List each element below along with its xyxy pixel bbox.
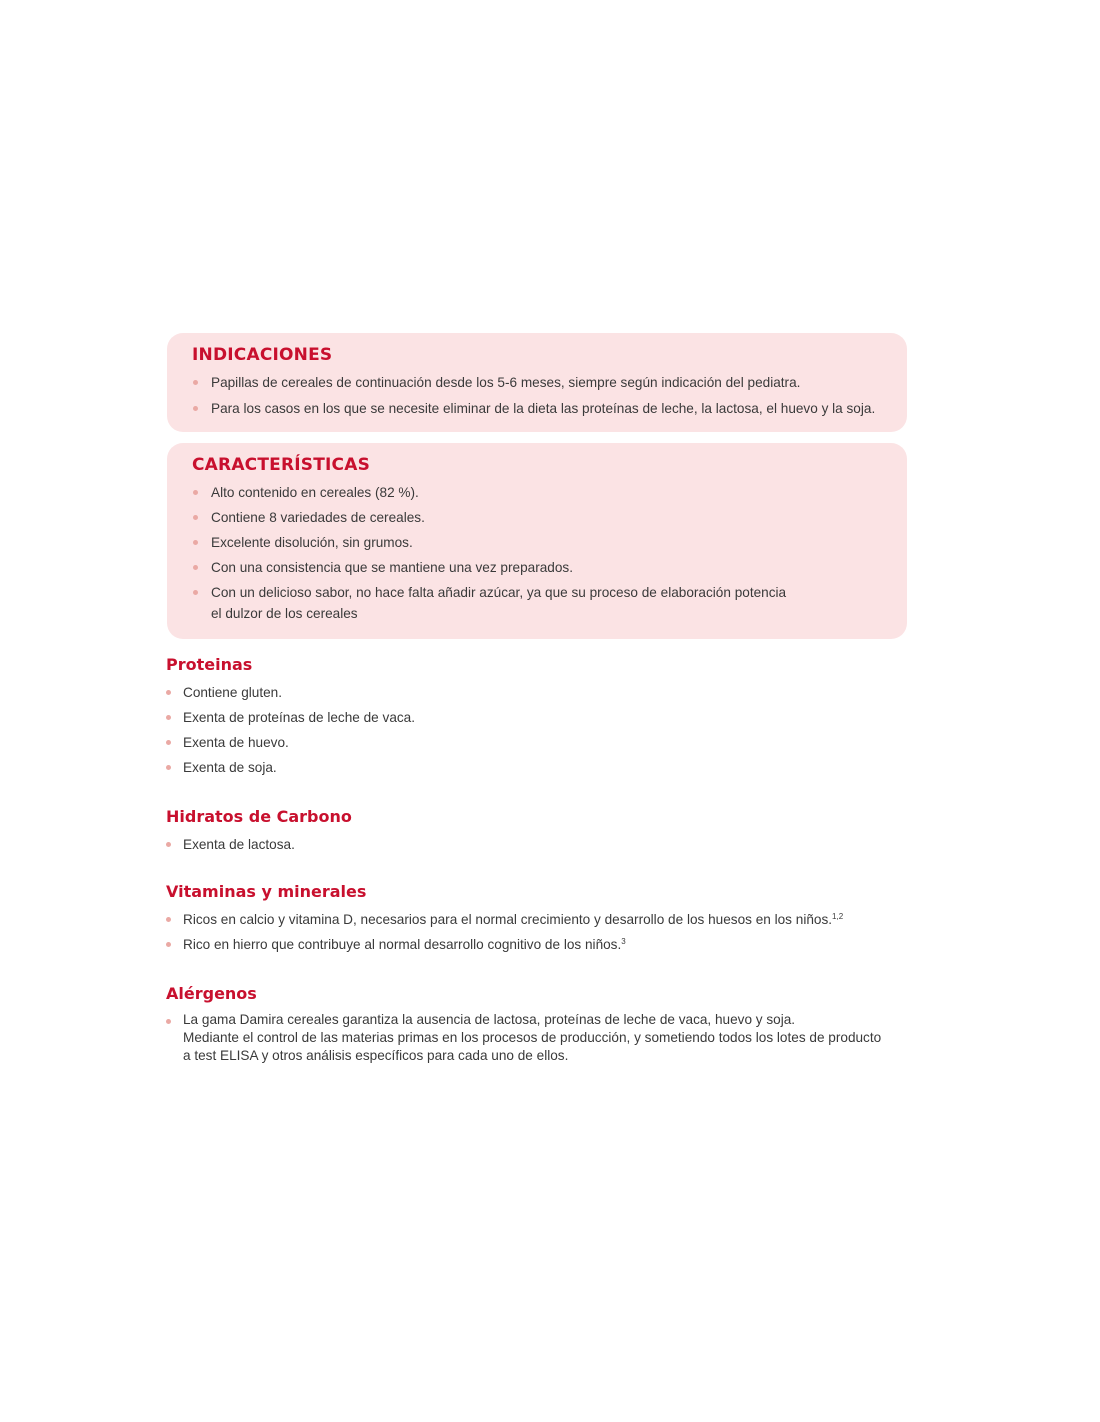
hidratos-section: [166, 806, 926, 859]
list-item: Papillas de cereales de continuación desde los 5-6 meses, siempre según indicación del pediatra.: [192, 372, 887, 393]
list-item-line: La gama Damira cereales garantiza la ausencia de lactosa, proteínas de leche de vaca, huevo y soja.: [183, 1012, 796, 1027]
alergenos-section: [166, 983, 926, 1069]
list-item: Con una consistencia que se mantiene una vez preparados.: [192, 557, 887, 578]
vitaminas-list: [166, 909, 926, 955]
proteinas-section: [166, 654, 926, 782]
alergenos-title: Alérgenos: [166, 984, 257, 1003]
list-item-text: Ricos en calcio y vitamina D, necesarios para el normal crecimiento y desarrollo de los huesos en los niños.: [183, 912, 833, 927]
list-item-line: Mediante el control de las materias primas en los procesos de producción, y sometiendo todos los lotes de producto: [183, 1030, 882, 1045]
vitaminas-section: [166, 881, 926, 959]
list-item: Exenta de lactosa.: [166, 834, 926, 855]
alergenos-list: [166, 1011, 926, 1065]
list-item: Exenta de huevo.: [166, 732, 926, 753]
list-item: [192, 582, 887, 624]
proteinas-title: Proteinas: [166, 655, 253, 674]
list-item: [166, 934, 926, 955]
list-item: [166, 909, 926, 930]
caracteristicas-list: [192, 482, 887, 624]
list-item: [166, 1011, 926, 1065]
list-item: Excelente disolución, sin grumos.: [192, 532, 887, 553]
list-item: Contiene gluten.: [166, 682, 926, 703]
proteinas-list: [166, 682, 926, 778]
list-item: Contiene 8 variedades de cereales.: [192, 507, 887, 528]
list-item: Exenta de soja.: [166, 757, 926, 778]
indicaciones-box: [167, 333, 907, 432]
indicaciones-list: [192, 372, 887, 419]
list-item-text: Rico en hierro que contribuye al normal desarrollo cognitivo de los niños.: [183, 937, 622, 952]
list-item-line: el dulzor de los cereales: [211, 606, 358, 621]
list-item: Exenta de proteínas de leche de vaca.: [166, 707, 926, 728]
list-item-line: Con un delicioso sabor, no hace falta añadir azúcar, ya que su proceso de elaboración potencia: [211, 585, 787, 600]
list-item-line: a test ELISA y otros análisis específicos para cada uno de ellos.: [183, 1048, 569, 1063]
footnote-ref: 1,2: [832, 912, 844, 921]
caracteristicas-box: [167, 443, 907, 639]
hidratos-title: Hidratos de Carbono: [166, 807, 352, 826]
indicaciones-title: INDICACIONES: [192, 345, 333, 365]
caracteristicas-title: CARACTERÍSTICAS: [192, 455, 371, 475]
vitaminas-title: Vitaminas y minerales: [166, 882, 367, 901]
list-item: Para los casos en los que se necesite eliminar de la dieta las proteínas de leche, la lactosa, el huevo y la soja.: [192, 398, 887, 419]
list-item: Alto contenido en cereales (82 %).: [192, 482, 887, 503]
hidratos-list: [166, 834, 926, 855]
footnote-ref: 3: [621, 937, 626, 946]
